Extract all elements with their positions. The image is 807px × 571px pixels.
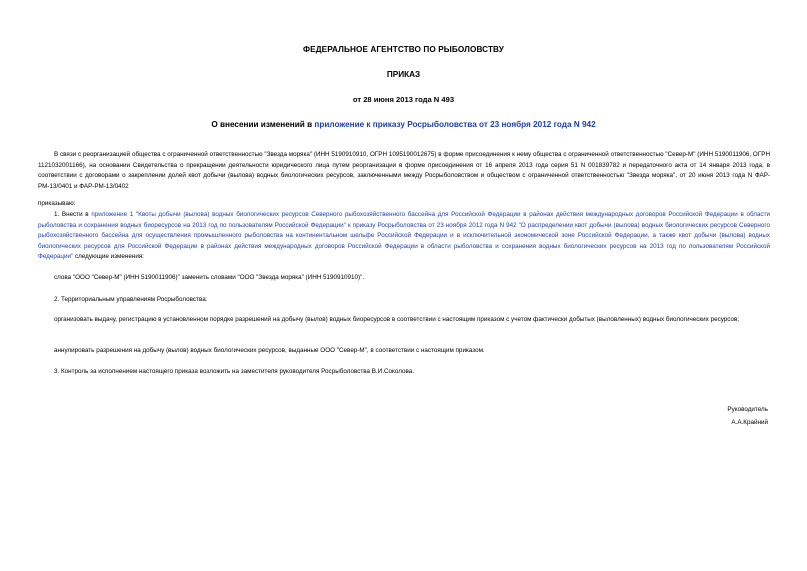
preamble-paragraph: В связи с реорганизацией общества с ограниченной ответственностью "Звезда моряка" (ИНН 5190910910, ОГРН 1095190012675) в форме присоединения к нему общества с ограниченной ответственностью "Север-М" (ИНН 5190011906, ОГРН 1121032001166), на основании Свидетельства о прекращении деятельности юридического лица путем реорганизации в форме присоединения от 16 апреля 2013 года серия 51 N 001839782 и передаточного акта от 14 января 2013 года, в соответствии с договорами о закреплении долей квот добычи (вылова) водных биологических ресурсов, заключенными между Росрыболовством и обществом с ограниченной ответственностью "Звезда моряка", от 20 июня 2013 года N ФАР-РМ-13/0401 и ФАР-РМ-13/0402 — [38, 151, 770, 190]
item-3-paragraph: 3. Контроль за исполнением настоящего приказа возложить на заместителя руководителя Росрыболовства В.И.Соколова. — [54, 368, 415, 375]
agency-heading: ФЕДЕРАЛЬНОЕ АГЕНТСТВО ПО РЫБОЛОВСТВУ — [303, 45, 504, 54]
item-2-paragraph: 2. Территориальным управлениям Росрыболовства: — [54, 296, 208, 303]
item-1-prefix: 1. Внести в — [54, 211, 92, 218]
title-prefix: О внесении изменений в — [211, 120, 315, 129]
item-1-suffix: следующие изменения: — [73, 253, 145, 260]
replace-paragraph: слова "ООО "Север-М" (ИНН 5190011906)" заменить словами "ООО "Звезда моряка" (ИНН 5190910910)". — [54, 274, 365, 281]
doc-type-heading: ПРИКАЗ — [386, 70, 421, 79]
order-word: приказываю: — [38, 200, 76, 207]
signature-name: А.А.Крайний — [731, 419, 768, 426]
item-2a-paragraph: организовать выдачу, регистрацию в установленном порядке разрешений на добычу (вылов) водных биоресурсов в соответствии с настоящим приказом с учетом фактически добытых (выловленных) водных биологических ресурсов; — [54, 316, 740, 323]
date-number: от 28 июня 2013 года N 493 — [352, 95, 455, 104]
signature-position: Руководитель — [727, 406, 768, 413]
title-link[interactable]: приложение к приказу Росрыболовства от 23 ноября 2012 года N 942 — [314, 120, 596, 129]
item-1-link[interactable]: приложение 1 "Квоты добычи (вылова) водных биологических ресурсов Северного рыбохозяйственного бассейна для Российской Федерации в районах действия международных договоров Российской Федерации в области рыболовства и сохранения водных биоресурсов на 2013 год по пользователям Российской Федерации" к приказу Росрыболовства от 23 ноября 2012 года N 942 "О распределении квот добычи (вылова) водных биологических ресурсов Северного рыбохозяйственного бассейна для осуществления промышленного рыболовства на континентальном шельфе Российской Федерации и в исключительной экономической зоне Российской Федерации, а также квот добычи (вылова) водных биологических ресурсов для Российской Федерации в районах действия международных договоров Российской Федерации в области рыболовства и сохранения водных биологических ресурсов на 2013 год по пользователям Российской Федерации" — [38, 211, 771, 260]
document-title — [0, 120, 807, 129]
item-2b-paragraph: аннулировать разрешения на добычу (вылов) водных биологических ресурсов, выданные ООО "Север-М", в соответствии с настоящим приказом. — [54, 347, 485, 354]
item-1-paragraph — [38, 210, 770, 263]
